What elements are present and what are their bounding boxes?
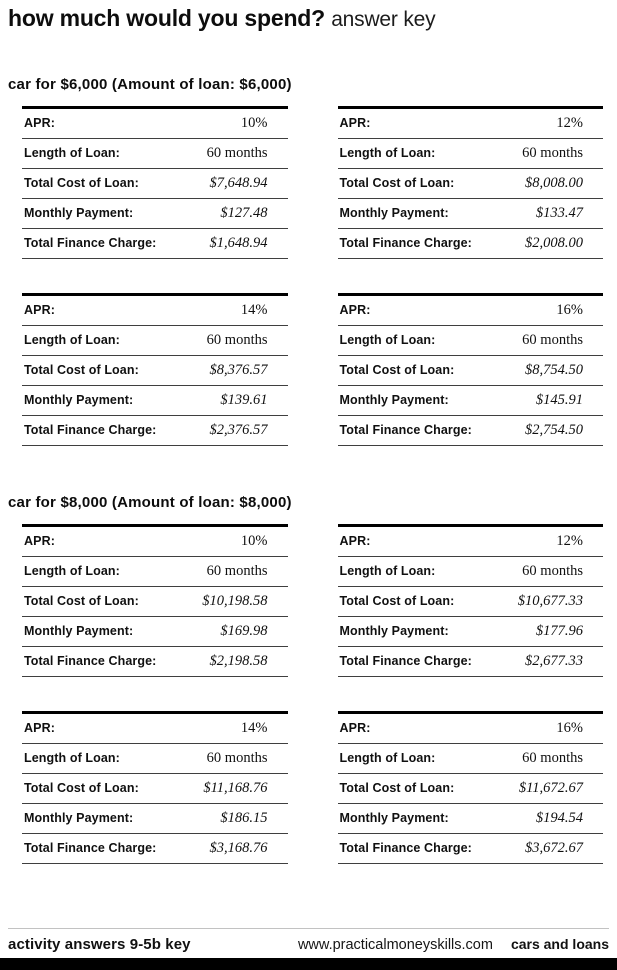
row-label: Total Finance Charge: <box>339 841 472 856</box>
row-label: APR: <box>339 721 371 736</box>
loan-table <box>338 293 604 446</box>
table-row <box>22 199 288 229</box>
table-row <box>22 139 288 169</box>
table-row <box>338 527 604 557</box>
row-label: Monthly Payment: <box>24 393 134 408</box>
row-value: $2,376.57 <box>209 422 268 439</box>
row-value: $2,008.00 <box>525 235 583 252</box>
row-value: $11,168.76 <box>203 780 268 797</box>
row-label: Monthly Payment: <box>24 811 134 826</box>
row-label: Total Finance Charge: <box>339 236 472 251</box>
row-value: $194.54 <box>535 810 583 827</box>
table-row <box>22 416 288 446</box>
row-value: $8,754.50 <box>525 362 583 379</box>
table-row <box>22 587 288 617</box>
table-row <box>338 587 604 617</box>
table-row <box>338 326 604 356</box>
loan-section <box>0 494 617 864</box>
table-row <box>338 199 604 229</box>
row-value: $145.91 <box>535 392 583 409</box>
table-row <box>338 557 604 587</box>
table-row <box>338 169 604 199</box>
row-value: $2,198.58 <box>209 653 268 670</box>
row-value: 60 months <box>522 332 583 349</box>
table-row <box>338 296 604 326</box>
table-row <box>22 617 288 647</box>
section-heading: car for $6,000 (Amount of loan: $6,000) <box>8 76 292 94</box>
row-label: Total Cost of Loan: <box>339 781 455 796</box>
row-label: Total Cost of Loan: <box>24 176 139 191</box>
table-row <box>22 229 288 259</box>
row-value: $133.47 <box>535 205 583 222</box>
row-value: $1,648.94 <box>209 235 268 252</box>
row-value: 60 months <box>206 563 268 580</box>
row-value: $7,648.94 <box>209 175 268 192</box>
row-value: 10% <box>240 533 268 550</box>
loan-table <box>338 711 604 864</box>
row-label: Monthly Payment: <box>339 811 449 826</box>
table-row <box>22 714 288 744</box>
table-row <box>338 804 604 834</box>
loan-table <box>338 524 604 677</box>
row-label: Total Finance Charge: <box>24 841 157 856</box>
row-label: APR: <box>24 303 55 318</box>
row-value: 16% <box>556 302 583 319</box>
row-value: $11,672.67 <box>518 780 583 797</box>
row-label: Total Finance Charge: <box>339 654 472 669</box>
row-label: Length of Loan: <box>24 333 120 348</box>
row-value: 14% <box>240 302 268 319</box>
table-row <box>22 804 288 834</box>
row-value: $10,198.58 <box>202 593 268 610</box>
table-row <box>338 229 604 259</box>
table-row <box>338 617 604 647</box>
row-label: Total Finance Charge: <box>24 236 157 251</box>
row-value: $186.15 <box>220 810 268 827</box>
worksheet-body <box>0 76 617 864</box>
row-label: APR: <box>339 303 371 318</box>
footer-topic-label: cars and loans <box>510 936 609 952</box>
row-label: Total Finance Charge: <box>24 423 157 438</box>
row-value: 60 months <box>522 145 583 162</box>
row-value: 60 months <box>206 145 268 162</box>
page-title <box>8 5 609 32</box>
loan-table <box>22 711 288 864</box>
footer-website-url: www.practicalmoneyskills.com <box>297 937 493 953</box>
loan-table <box>22 524 288 677</box>
row-value: $127.48 <box>220 205 268 222</box>
row-label: Total Cost of Loan: <box>339 594 455 609</box>
row-value: $10,677.33 <box>517 593 583 610</box>
table-row <box>338 386 604 416</box>
row-value: $3,168.76 <box>209 840 268 857</box>
row-label: APR: <box>24 721 55 736</box>
table-row <box>22 744 288 774</box>
row-value: $177.96 <box>535 623 583 640</box>
row-label: Length of Loan: <box>339 751 436 766</box>
row-value: $3,672.67 <box>525 840 583 857</box>
row-label: Length of Loan: <box>339 146 436 161</box>
table-row <box>22 356 288 386</box>
row-value: $139.61 <box>220 392 268 409</box>
table-row <box>22 834 288 864</box>
row-value: $8,376.57 <box>209 362 268 379</box>
row-label: APR: <box>24 116 55 131</box>
page-title-main: how much would you spend? <box>8 5 325 31</box>
row-label: Total Cost of Loan: <box>24 363 139 378</box>
page-title-subtitle: answer key <box>331 8 436 31</box>
row-value: 60 months <box>206 332 268 349</box>
row-label: Length of Loan: <box>24 564 120 579</box>
table-row <box>338 416 604 446</box>
table-row <box>338 109 604 139</box>
table-row <box>338 139 604 169</box>
table-row <box>338 834 604 864</box>
page-edge-bar <box>0 958 617 970</box>
row-label: Length of Loan: <box>24 146 120 161</box>
row-value: $2,677.33 <box>525 653 583 670</box>
row-label: Total Finance Charge: <box>24 654 157 669</box>
table-row <box>22 326 288 356</box>
row-label: Total Cost of Loan: <box>339 363 455 378</box>
row-label: APR: <box>339 116 371 131</box>
table-row <box>338 744 604 774</box>
section-heading: car for $8,000 (Amount of loan: $8,000) <box>8 494 292 512</box>
row-label: APR: <box>24 534 55 549</box>
table-row <box>338 774 604 804</box>
row-label: APR: <box>339 534 371 549</box>
row-label: Length of Loan: <box>24 751 120 766</box>
row-label: Monthly Payment: <box>339 624 449 639</box>
row-value: 60 months <box>522 750 583 767</box>
table-row <box>338 647 604 677</box>
footer-activity-label: activity answers 9-5b key <box>8 936 191 953</box>
table-row <box>22 647 288 677</box>
table-row <box>22 296 288 326</box>
table-row <box>22 557 288 587</box>
row-value: 14% <box>240 720 268 737</box>
loan-table <box>338 106 604 259</box>
row-label: Total Cost of Loan: <box>24 781 139 796</box>
row-label: Total Cost of Loan: <box>24 594 139 609</box>
row-value: $8,008.00 <box>525 175 583 192</box>
table-row <box>338 356 604 386</box>
table-grid <box>22 106 603 446</box>
row-value: $169.98 <box>220 623 268 640</box>
row-value: 60 months <box>522 563 583 580</box>
table-grid <box>22 524 603 864</box>
row-label: Length of Loan: <box>339 564 436 579</box>
table-row <box>22 109 288 139</box>
row-label: Length of Loan: <box>339 333 436 348</box>
row-value: 16% <box>556 720 583 737</box>
table-row <box>22 386 288 416</box>
row-value: 12% <box>556 115 583 132</box>
row-label: Monthly Payment: <box>24 624 134 639</box>
page-header <box>0 0 617 32</box>
table-row <box>22 774 288 804</box>
table-row <box>338 714 604 744</box>
row-label: Monthly Payment: <box>339 206 449 221</box>
page-footer <box>8 928 609 953</box>
row-value: $2,754.50 <box>525 422 583 439</box>
row-label: Total Cost of Loan: <box>339 176 455 191</box>
row-value: 10% <box>240 115 268 132</box>
row-label: Monthly Payment: <box>339 393 449 408</box>
row-label: Monthly Payment: <box>24 206 134 221</box>
row-label: Total Finance Charge: <box>339 423 472 438</box>
table-row <box>22 527 288 557</box>
table-row <box>22 169 288 199</box>
row-value: 12% <box>556 533 583 550</box>
loan-section <box>0 76 617 446</box>
row-value: 60 months <box>206 750 268 767</box>
loan-table <box>22 293 288 446</box>
loan-table <box>22 106 288 259</box>
